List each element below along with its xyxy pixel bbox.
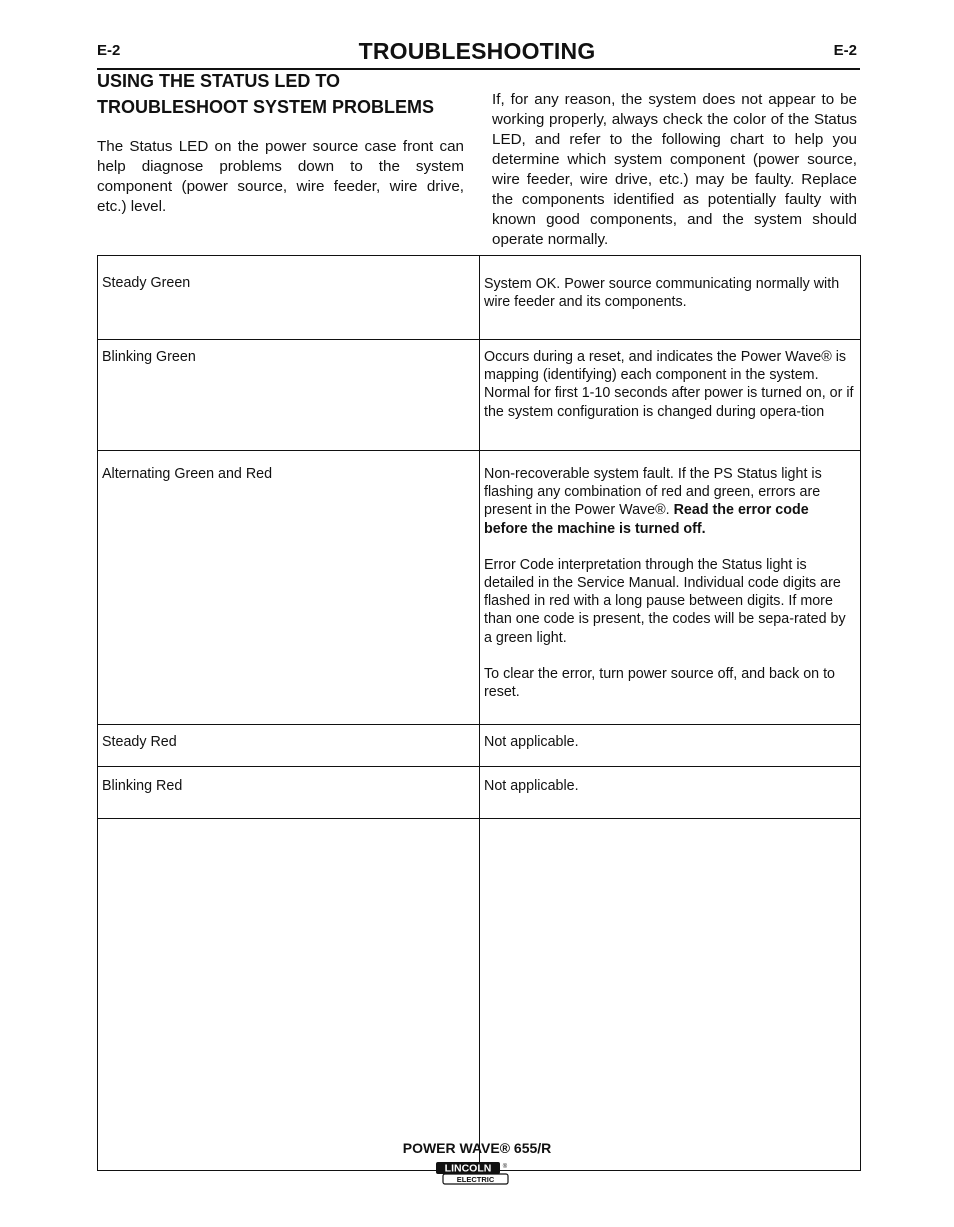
fault-warning: Read the error code before the machine is turned off. [484,502,809,537]
logo-bottom-text: ELECTRIC [456,1175,495,1184]
led-description: Occurs during a reset, and indicates the Power Wave® is mapping (identifying) each component in the system. Normal for first 1-10 seconds after power is turned on, or if the system configuration is changed during opera-tion [480,340,861,451]
logo-top-text: LINCOLN [444,1162,492,1175]
led-description [480,451,861,725]
footer-model: POWER WAVE® 655/R [402,1140,552,1156]
led-condition: Blinking Red [98,767,480,819]
led-condition: Blinking Green [98,340,480,451]
intro-paragraph: The Status LED on the power source case front can help diagnose problems down to the system component (power source, wire feeder, wire drive, etc.) level. [97,138,464,215]
table-row [98,767,861,819]
section-title [97,68,487,120]
error-code-description: Error Code interpretation through the Status light is detailed in the Service Manual. Individual code digits are flashed in red with a long pause between digits. If more than one code is present, the codes will be sepa-rated by a green light. [484,556,846,646]
clear-error-description: To clear the error, turn power source off, and back on to reset. [484,665,835,701]
empty-cell [98,819,480,1171]
section-title-line1: USING THE STATUS LED TO [97,71,341,91]
led-condition: Steady Red [98,725,480,767]
logo-registered-mark: ® [502,1164,508,1170]
led-condition: Alternating Green and Red [98,451,480,725]
table-row [98,256,861,340]
page-code-right: E-2 [833,42,857,59]
status-led-table [97,255,861,1171]
empty-cell [480,819,861,1171]
page-title: TROUBLESHOOTING [358,38,596,64]
table-row [98,451,861,725]
table-row [98,340,861,451]
section-title-line2: TROUBLESHOOT SYSTEM PROBLEMS [97,97,435,117]
led-description: System OK. Power source communicating normally with wire feeder and its components. [480,256,861,340]
fault-description: Non-recoverable system fault. If the PS Status light is flashing any combination of red and green, errors are present in the Power Wave®. Read the error code before the machine is turned off. [484,466,822,537]
led-description: Not applicable. [480,767,861,819]
lincoln-electric-logo [435,1161,509,1185]
page-code-left: E-2 [97,42,121,59]
led-description: Not applicable. [480,725,861,767]
table-row [98,725,861,767]
instructions-paragraph: If, for any reason, the system does not appear to be working properly, always check the color of the Status LED, and refer to the following chart to help you determine which system component (power source, wire feeder, wire drive, etc.) may be faulty. Replace the components identified as potentially faulty with known good components, and the system should operate normally. [492,91,857,248]
led-condition: Steady Green [98,256,480,340]
table-row-empty [98,819,861,1171]
